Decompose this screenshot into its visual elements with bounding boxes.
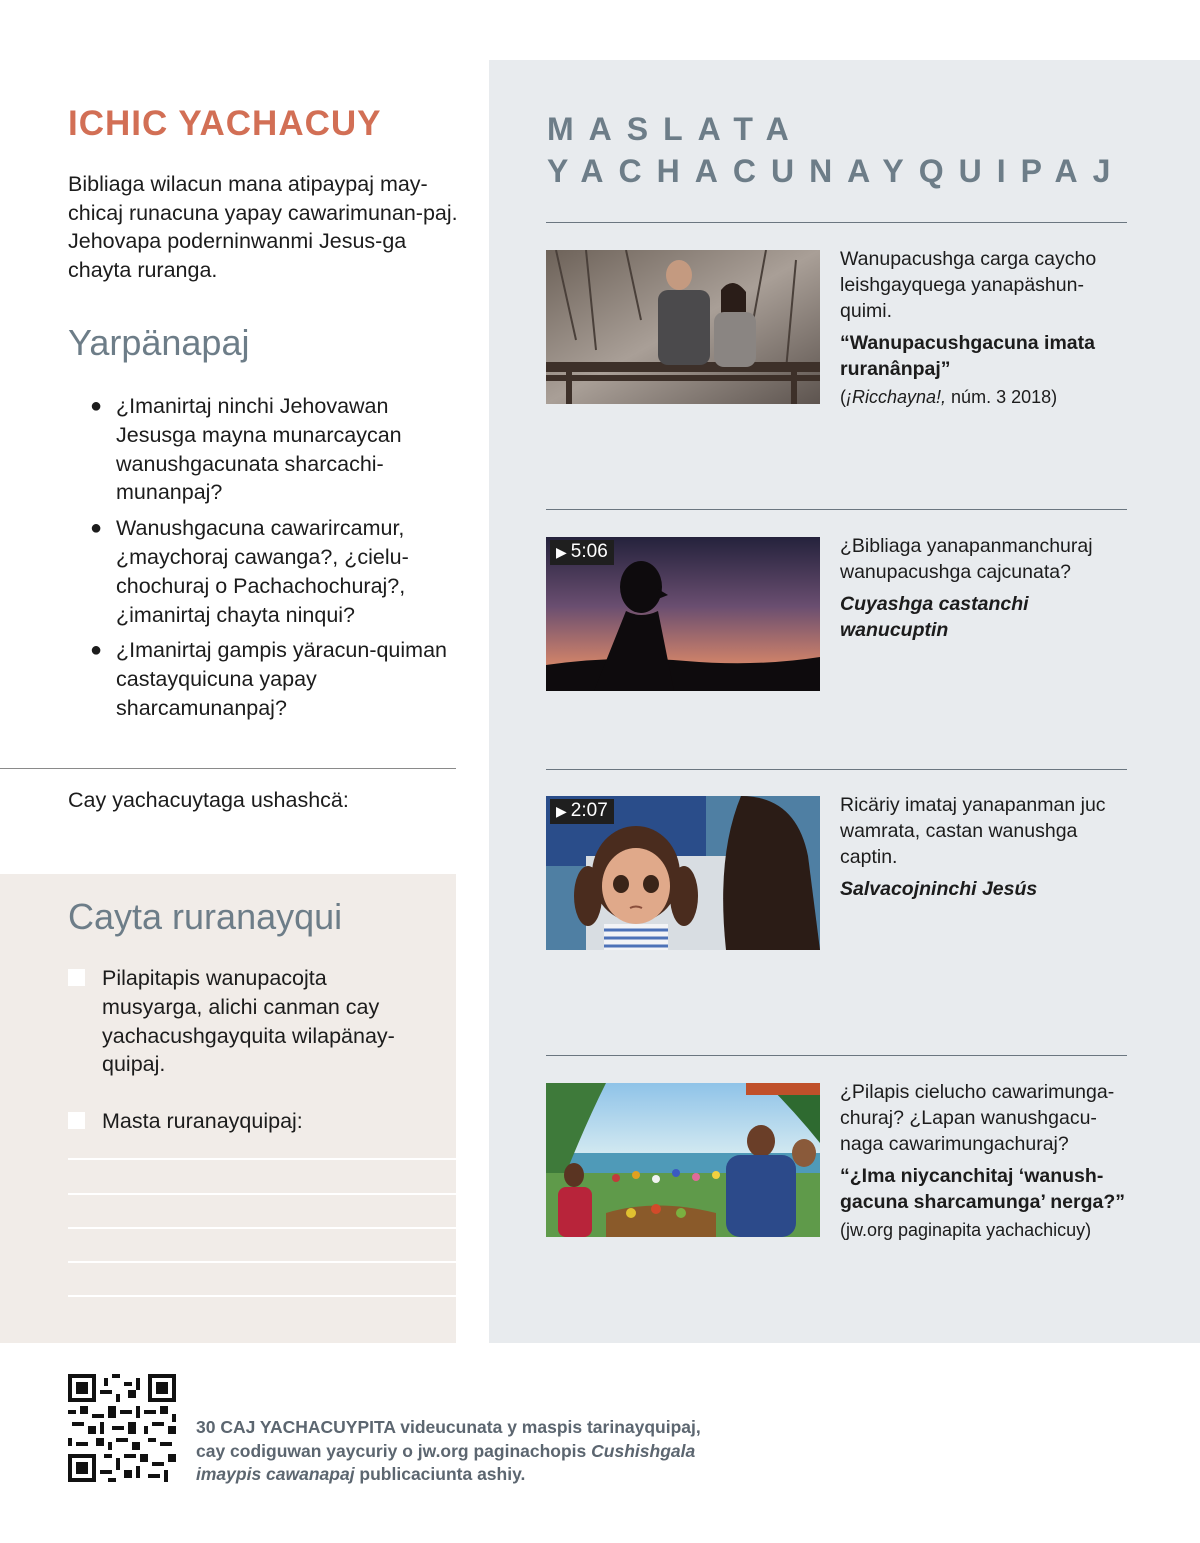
summary-title: ICHIC YACHACUY [68,104,382,143]
play-icon: ▶ [556,544,567,560]
review-heading: Yarpänapaj [68,322,250,363]
couple-on-bridge-photo[interactable] [546,250,820,404]
silhouette-at-sunset-video[interactable] [546,537,820,691]
checkbox[interactable] [68,969,85,986]
task-text: Pilapitapis wanupacojta musyarga, alichi canman cay yachacushgayquita wilapänay-quipaj. [102,966,395,1077]
learned-label: Cay yachacuytaga ushashcä: [68,788,349,812]
checkbox[interactable] [68,1112,85,1129]
review-question [90,392,450,507]
writing-line[interactable] [68,1158,456,1160]
video-duration-badge: ▶ 5:06 [550,540,614,565]
bullet-icon: ● [90,395,103,417]
article-link[interactable]: “¿Ima niycanchitaj ‘wanush-gacuna sharcamunga’ nerga?” [840,1165,1126,1213]
review-question [90,636,450,722]
writing-line[interactable] [68,1193,456,1195]
review-question-text: ¿Imanirtaj gampis yäracun-quiman castayquicuna yapay sharcamunanpaj? [116,638,447,720]
task-checkbox-item[interactable] [68,1107,428,1136]
resource-text [840,246,1130,410]
section-divider [0,768,456,769]
review-question [90,514,450,629]
article-link[interactable]: “Wanupacushgacuna imata ruranânpaj” [840,332,1095,380]
writing-line[interactable] [68,1227,456,1229]
writing-line[interactable] [68,1261,456,1263]
video-duration-badge: ▶ 2:07 [550,799,614,824]
resource-text [840,1079,1130,1243]
bullet-icon: ● [90,517,103,540]
review-question-text: Wanushgacuna cawarircamur, ¿maychoraj cawanga?, ¿cielu-chochuraj o Pachachochuraj?, ¿imanirtaj chayta ninqui? [116,516,409,627]
review-question-text: ¿Imanirtaj ninchi Jehovawan Jesusga mayna munarcaycan wanushgacunata sharcachi-munanpaj? [116,394,402,505]
section-divider [546,1055,1127,1056]
section-divider [546,222,1127,223]
review-questions-list [90,392,450,730]
section-divider [546,769,1127,770]
more-learning-title: MASLATA YACHACUNAYQUIPAJ [547,111,1126,189]
video-link[interactable]: Salvacojninchi Jesús [840,878,1038,900]
resource-text [840,792,1130,902]
article-source: (¡Ricchayna!, núm. 3 2018) [840,387,1058,407]
footer-note: 30 CAJ YACHACUYPITA videucunata y maspis tarinayquipaj, cay codiguwan yaycuriy o jw.org paginachopis Cushishgala imaypis cawanapaj publicaciunta ashiy. [196,1417,701,1484]
animated-girl-video[interactable] [546,796,820,950]
summary-text: Bibliaga wilacun mana atipaypaj may-chicaj runacuna yapay cawarimunan-paj. Jehovapa poderninwanmi Jesus-ga chayta ruranga. [68,172,458,282]
bullet-icon: ● [90,639,103,662]
play-icon: ▶ [556,803,567,819]
section-divider [546,509,1127,510]
task-text: Masta ruranayquipaj: [102,1109,303,1133]
qr-code-icon[interactable] [68,1374,176,1482]
resource-description: Wanupacushga carga caycho leishgayquega yanapäshun-quimi. [840,248,1097,322]
article-source: (jw.org paginapita yachachicuy) [840,1220,1092,1240]
paradise-gathering-painting[interactable] [546,1083,820,1237]
resource-description: Ricäriy imataj yanapanman juc wamrata, castan wanushga captin. [840,794,1106,868]
tasks-heading: Cayta ruranayqui [68,896,343,937]
resource-text [840,533,1130,643]
resource-description: ¿Bibliaga yanapanmanchuraj wanupacushga cajcunata? [840,535,1093,583]
resource-description: ¿Pilapis cielucho cawarimunga-churaj? ¿Lapan wanushgacu-naga cawarimungachuraj? [840,1081,1115,1155]
task-checkbox-item[interactable] [68,964,428,1079]
writing-line[interactable] [68,1295,456,1297]
video-link[interactable]: Cuyashga castanchi wanucuptin [840,593,1029,641]
